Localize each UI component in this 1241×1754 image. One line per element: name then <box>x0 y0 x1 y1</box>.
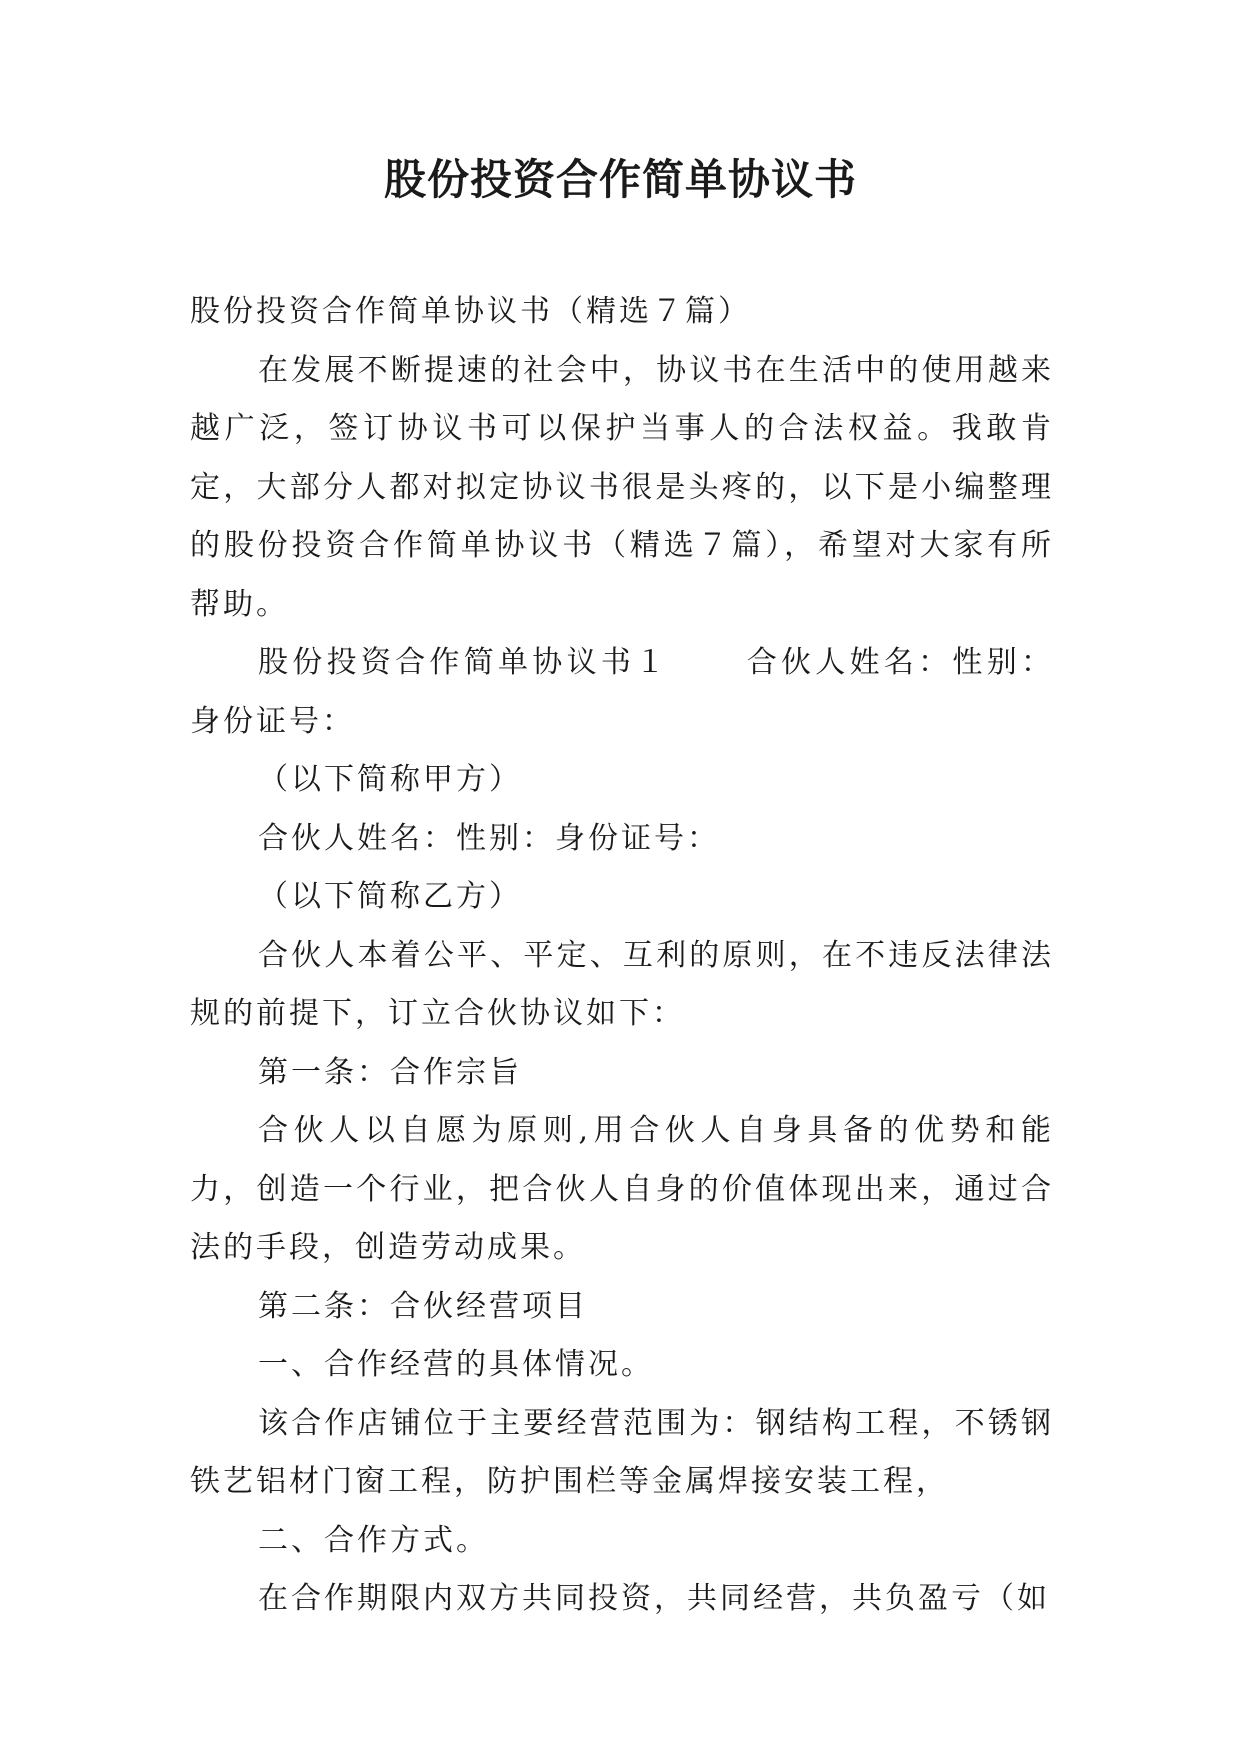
paragraph-article-2-heading: 第二条：合伙经营项目 <box>258 1288 588 1324</box>
paragraph-party-a: （以下简称甲方） <box>258 762 522 797</box>
paragraph-item-1-body: 该合作店铺位于主要经营范围为：钢结构工程，不锈钢铁艺铝材门窗工程，防护围栏等金属焊接安装工程， <box>190 1405 1054 1499</box>
paragraph-item-2: 二、合作方式。 <box>258 1522 489 1558</box>
paragraph-intro: 在发展不断提速的社会中，协议书在生活中的使用越来越广泛，签订协议书可以保护当事人的合法权益。我敢肯定，大部分人都对拟定协议书很是头疼的，以下是小编整理的股份投资合作简单协议书（精选７篇），希望对大家有所帮助。 <box>190 352 1054 622</box>
paragraph-section-1 <box>190 634 1054 751</box>
paragraph-article-1-body: 合伙人以自愿为原则,用合伙人自身具备的优势和能力，创造一个行业，把合伙人自身的价值体现出来，通过合法的手段，创造劳动成果。 <box>190 1113 1054 1265</box>
partner-info-a: 合伙人姓名：性别：身份证号： <box>190 645 1055 739</box>
document-body <box>190 283 1054 1629</box>
paragraph-principles: 合伙人本着公平、平定、互利的原则，在不违反法律法规的前提下，订立合伙协议如下： <box>190 937 1054 1031</box>
paragraph-intro-heading: 股份投资合作简单协议书（精选７篇） <box>190 294 751 329</box>
paragraph-party-b: （以下简称乙方） <box>258 879 522 914</box>
paragraph-item-1: 一、合作经营的具体情况。 <box>258 1347 654 1382</box>
paragraph-item-2-body: 在合作期限内双方共同投资，共同经营，共负盈亏（如 <box>258 1581 1050 1616</box>
section-1-heading: 股份投资合作简单协议书１ <box>258 645 670 680</box>
document-title: 股份投资合作简单协议书 <box>383 155 857 204</box>
paragraph-article-1-heading: 第一条：合作宗旨 <box>258 1054 522 1090</box>
paragraph-partner-info-b: 合伙人姓名：性别：身份证号： <box>258 820 720 856</box>
